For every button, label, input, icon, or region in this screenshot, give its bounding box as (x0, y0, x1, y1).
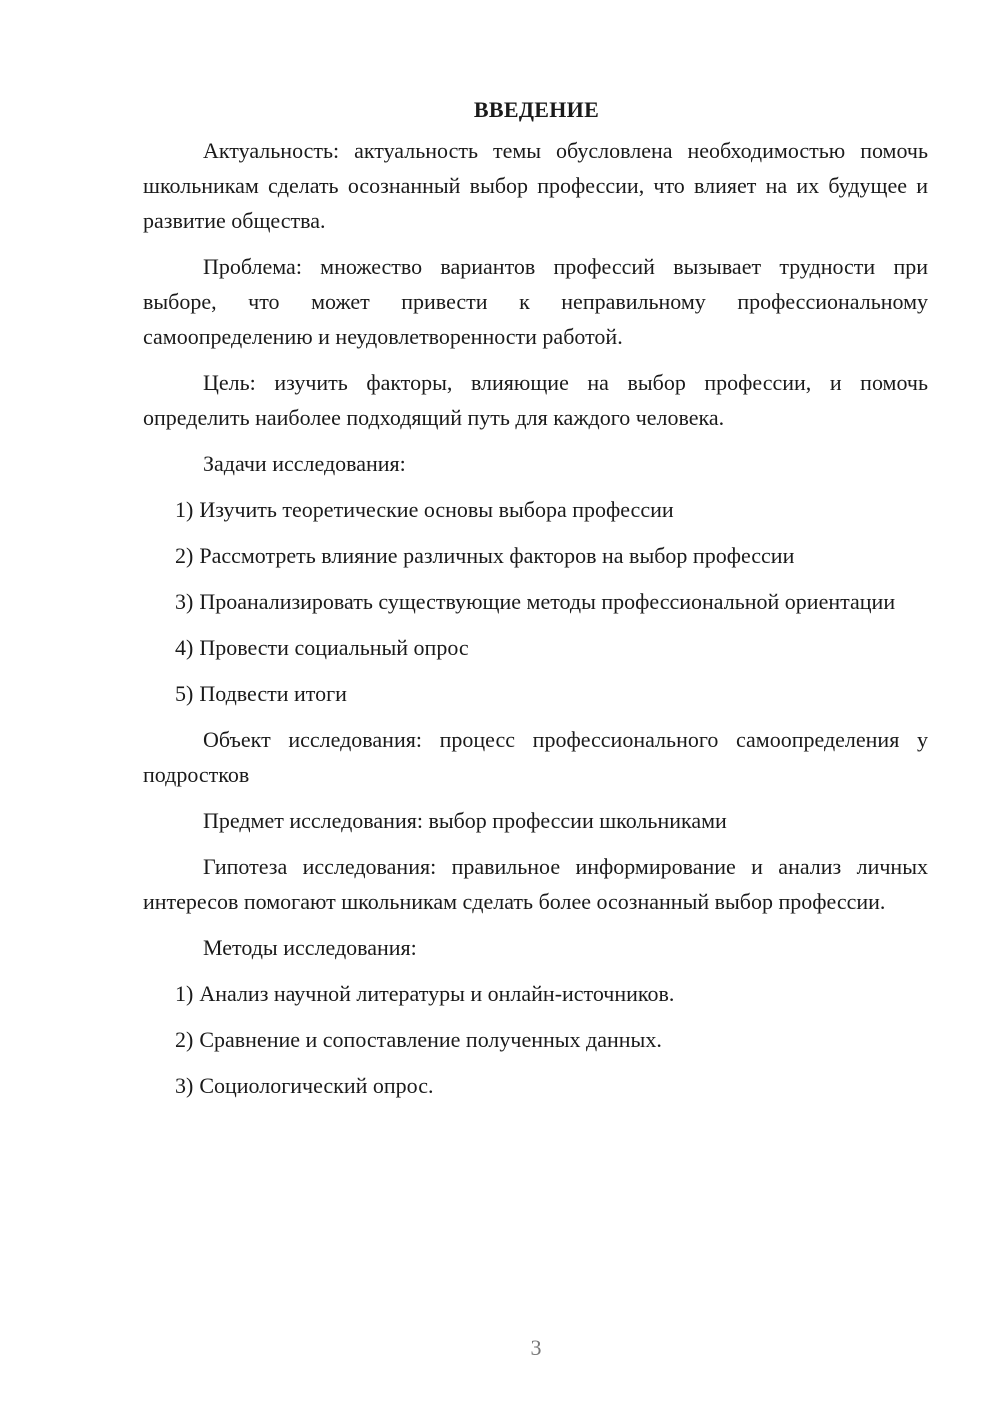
object-paragraph: Объект исследования: процесс профессионального самоопределения у подростков (143, 727, 928, 787)
task-number: 3) (175, 589, 194, 614)
method-text: Социологический опрос. (199, 1073, 434, 1098)
task-item (143, 630, 928, 665)
method-number: 1) (175, 981, 194, 1006)
method-text: Анализ научной литературы и онлайн-источников. (199, 981, 675, 1006)
method-number: 2) (175, 1027, 194, 1052)
task-number: 2) (175, 543, 194, 568)
task-number: 4) (175, 635, 194, 660)
task-item (143, 492, 928, 527)
page-content (143, 92, 928, 1114)
method-number: 3) (175, 1073, 194, 1098)
method-item (143, 1022, 928, 1057)
task-text: Рассмотреть влияние различных факторов на выбор профессии (199, 543, 795, 568)
task-item (143, 676, 928, 711)
method-text: Сравнение и сопоставление полученных данных. (199, 1027, 662, 1052)
tasks-heading: Задачи исследования: (203, 451, 406, 476)
page-title: ВВЕДЕНИЕ (473, 97, 600, 122)
task-text: Провести социальный опрос (199, 635, 469, 660)
method-item (143, 976, 928, 1011)
task-text: Подвести итоги (199, 681, 347, 706)
problem-paragraph: Проблема: множество вариантов профессий вызывает трудности при выборе, что может привести к неправильному профессиональному самоопределению и неудовлетворенности работой. (143, 254, 928, 349)
task-item (143, 538, 928, 573)
task-number: 1) (175, 497, 194, 522)
task-text: Изучить теоретические основы выбора профессии (199, 497, 674, 522)
subject-paragraph: Предмет исследования: выбор профессии школьниками (203, 808, 727, 833)
relevance-paragraph: Актуальность: актуальность темы обусловлена необходимостью помочь школьникам сделать осознанный выбор профессии, что влияет на их будущее и развитие общества. (143, 138, 928, 233)
hypothesis-paragraph: Гипотеза исследования: правильное информирование и анализ личных интересов помогают школьникам сделать более осознанный выбор профессии. (143, 854, 928, 914)
task-item (143, 584, 928, 619)
method-item (143, 1068, 928, 1103)
goal-paragraph: Цель: изучить факторы, влияющие на выбор профессии, и помочь определить наиболее подходящий путь для каждого человека. (143, 370, 928, 430)
task-number: 5) (175, 681, 194, 706)
task-text: Проанализировать существующие методы профессиональной ориентации (199, 589, 896, 614)
page-number: 3 (530, 1335, 542, 1360)
methods-heading: Методы исследования: (203, 935, 417, 960)
